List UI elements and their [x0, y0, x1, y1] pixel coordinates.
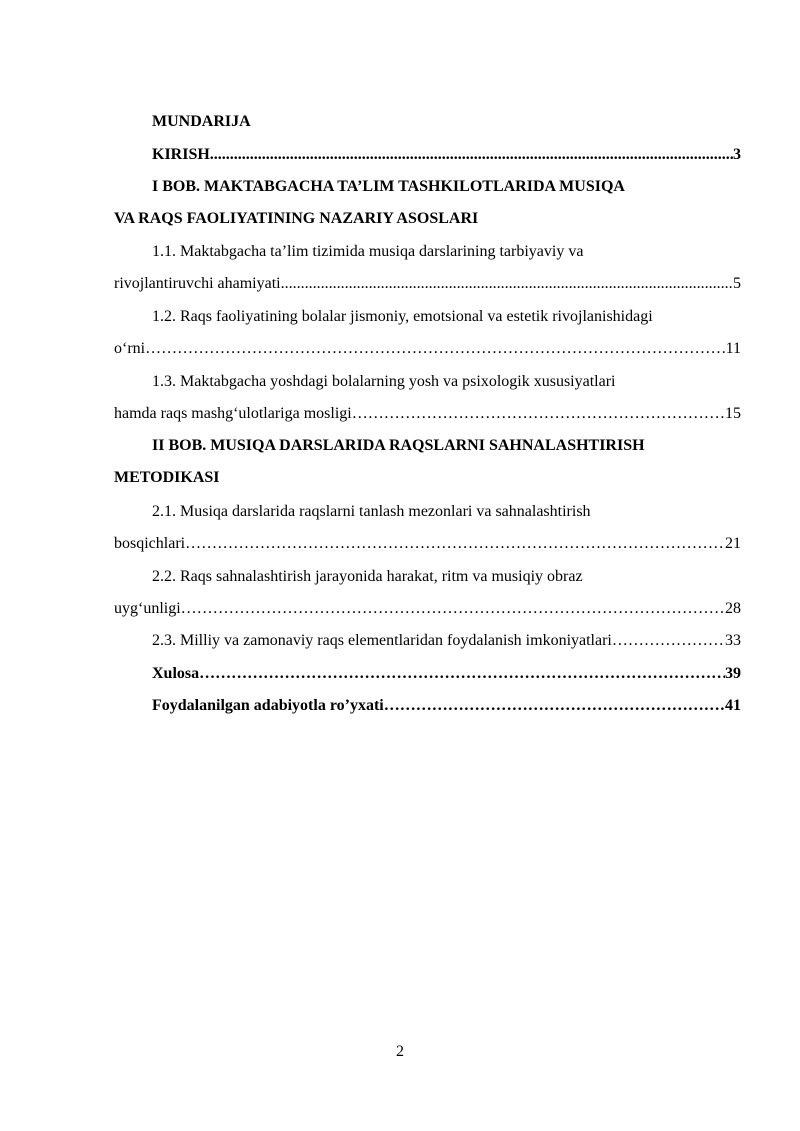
dot-leader [181, 599, 725, 619]
toc-entry-title: bosqichlari [114, 535, 186, 552]
chapter1-title-line2: VA RAQS FAOLIYATINING NAZARIY ASOSLARI [114, 210, 479, 227]
toc-page-number: 11 [725, 340, 741, 357]
toc-entry-title: hamda raqs mashg‘ulotlariga mosligi [114, 405, 352, 422]
dot-leader [384, 696, 725, 716]
toc-entry-title: uyg‘unligi [114, 600, 181, 617]
toc-entry-kirish [152, 145, 741, 165]
toc-page-number: 41 [725, 697, 741, 714]
section-2-1-line1: 2.1. Musiqa darslarida raqslarni tanlash mezonlari va sahnalashtirish [152, 503, 591, 520]
dot-leader [199, 664, 725, 684]
toc-entry-adabiyotlar [152, 696, 741, 716]
toc-heading: MUNDARIJA [152, 113, 251, 130]
toc-entry-title: rivojlantiruvchi ahamiyati [114, 275, 281, 292]
toc-page-number: 21 [725, 535, 741, 552]
page-number: 2 [396, 1043, 404, 1060]
toc-entry-1-3 [114, 404, 741, 424]
toc-page-number: 33 [725, 632, 741, 649]
toc-entry-title: o‘rni [114, 340, 146, 357]
section-1-3-line1: 1.3. Maktabgacha yoshdagi bolalarning yosh va psixologik xususiyatlari [152, 373, 616, 390]
toc-page-number: 5 [733, 275, 741, 292]
toc-entry-title: Xulosa [152, 665, 200, 682]
section-2-2-line1: 2.2. Raqs sahnalashtirish jarayonida harakat, ritm va musiqiy obraz [152, 568, 583, 585]
dot-leader [145, 339, 725, 359]
chapter2-title-line2: METODIKASI [114, 469, 220, 486]
toc-entry-2-1 [114, 534, 741, 554]
toc-page-number: 15 [725, 405, 741, 422]
toc-entry-2-3 [152, 631, 741, 651]
toc-entry-2-2 [114, 599, 741, 619]
toc-page-number: 39 [725, 665, 741, 682]
chapter2-title-line1: II BOB. MUSIQA DARSLARIDA RAQSLARNI SAHNALASHTIRISH [152, 437, 645, 454]
section-1-1-line1: 1.1. Maktabgacha ta’lim tizimida musiqa darslarining tarbiyaviy va [152, 243, 584, 260]
toc-entry-1-1 [114, 274, 741, 294]
toc-entry-1-2 [114, 339, 741, 359]
dot-leader [612, 631, 725, 651]
dot-leader [352, 404, 725, 424]
toc-entry-title: KIRISH [152, 146, 210, 163]
dot-leader [210, 145, 733, 165]
dot-leader [281, 274, 733, 294]
chapter1-title-line1: I BOB. MAKTABGACHA TA’LIM TASHKILOTLARIDA MUSIQA [152, 178, 625, 195]
toc-page-number: 28 [725, 600, 741, 617]
dot-leader [185, 534, 725, 554]
toc-page-number: 3 [733, 146, 741, 163]
toc-entry-title: 2.3. Milliy va zamonaviy raqs elementlaridan foydalanish imkoniyatlari [152, 632, 612, 649]
section-1-2-line1: 1.2. Raqs faoliyatining bolalar jismoniy, emotsional va estetik rivojlanishidagi [152, 308, 653, 325]
toc-entry-title: Foydalanilgan adabiyotla ro’yxati [152, 697, 384, 714]
toc-entry-xulosa [152, 664, 741, 684]
